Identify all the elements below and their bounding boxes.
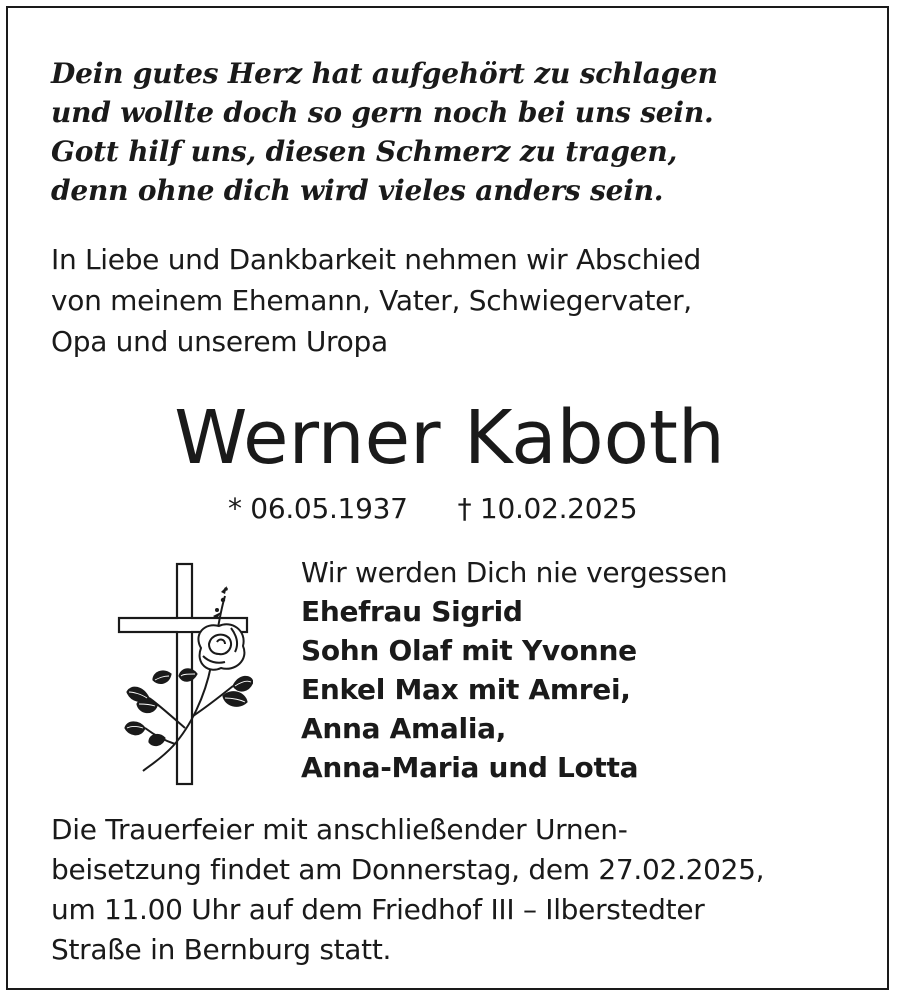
poem-line: Dein gutes Herz hat aufgehört zu schlagen (51, 57, 718, 90)
poem-line: denn ohne dich wird vieles anders sein. (51, 174, 664, 207)
poem-line: Gott hilf uns, diesen Schmerz zu tragen, (51, 135, 678, 168)
funeral-notice (51, 810, 871, 970)
funeral-line: um 11.00 Uhr auf dem Friedhof III – Ilberstedter (51, 893, 705, 926)
intro-line: von meinem Ehemann, Vater, Schwiegervater, (51, 284, 692, 317)
death-date: † 10.02.2025 (457, 492, 638, 525)
deceased-name: Werner Kaboth (174, 395, 725, 481)
cross-with-rose-icon (113, 556, 253, 786)
intro-line: Opa und unserem Uropa (51, 325, 388, 358)
mourner-name: Anna Amalia, (301, 712, 507, 745)
poem-line: und wollte doch so gern noch bei uns sein. (51, 96, 714, 129)
intro-line: In Liebe und Dankbarkeit nehmen wir Abschied (51, 243, 701, 276)
mourner-name: Anna-Maria und Lotta (301, 751, 639, 784)
life-dates (228, 489, 637, 529)
memorial-poem (51, 54, 751, 210)
farewell-intro (51, 239, 851, 362)
mourner-name: Ehefrau Sigrid (301, 595, 523, 628)
obituary-frame (6, 6, 889, 990)
funeral-line: beisetzung findet am Donnerstag, dem 27.02.2025, (51, 853, 765, 886)
mourner-name: Sohn Olaf mit Yvonne (301, 634, 637, 667)
mourners-intro: Wir werden Dich nie vergessen (301, 556, 728, 589)
mourner-name: Enkel Max mit Amrei, (301, 673, 631, 706)
mourners-list (301, 553, 861, 787)
birth-date: * 06.05.1937 (228, 492, 408, 525)
funeral-line: Straße in Bernburg statt. (51, 933, 392, 966)
funeral-line: Die Trauerfeier mit anschließender Urnen- (51, 813, 628, 846)
